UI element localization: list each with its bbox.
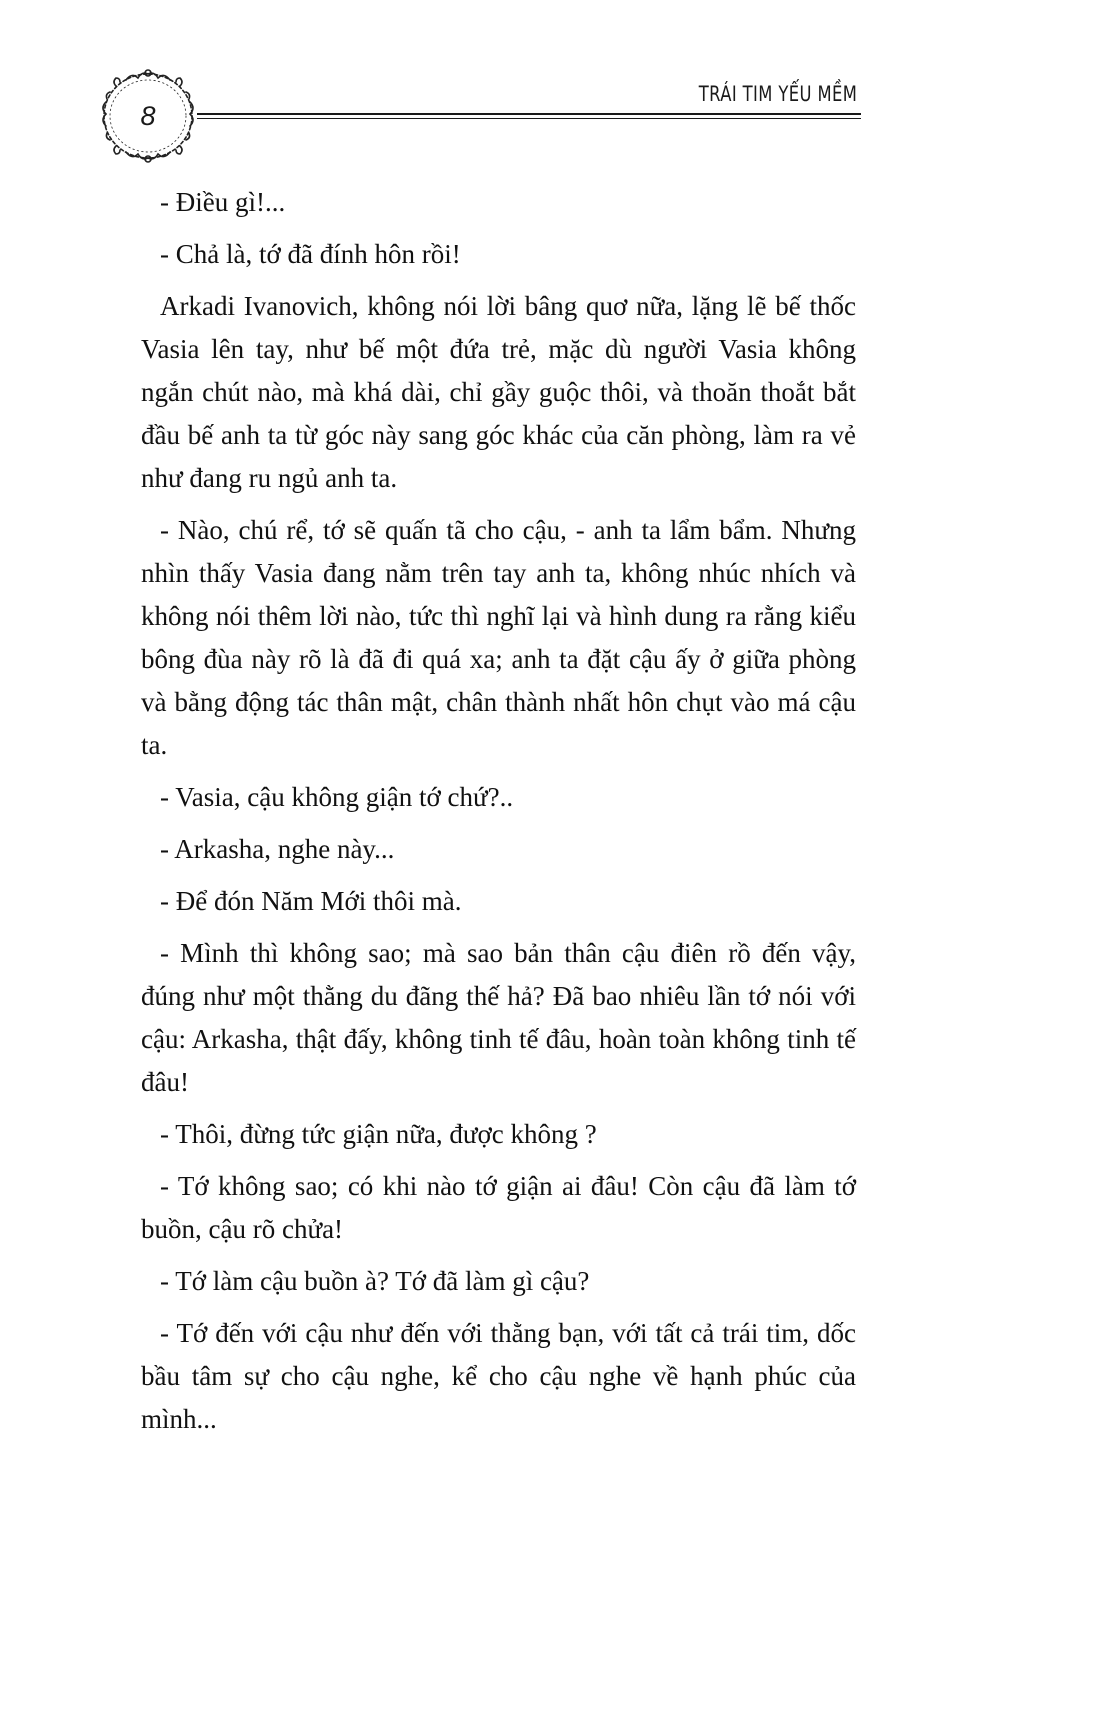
- header-rule: [197, 113, 861, 119]
- page-number: 8: [140, 100, 156, 131]
- paragraph: - Tớ đến với cậu như đến với thằng bạn, với tất cả trái tim, dốc bầu tâm sự cho cậu nghe, kể cho cậu nghe về hạnh phúc của mình...: [141, 1318, 856, 1434]
- paragraph: Arkadi Ivanovich, không nói lời bâng quơ nữa, lặng lẽ bế thốc Vasia lên tay, như bế một đứa trẻ, mặc dù người Vasia không ngắn chút nào, mà khá dài, chỉ gầy guộc thôi, và thoăn thoắt bắt đầu bế anh ta từ góc này sang góc khác của căn phòng, làm ra vẻ như đang ru ngủ anh ta.: [141, 291, 856, 493]
- paragraph: - Arkasha, nghe này...: [160, 834, 395, 864]
- paragraph: - Tớ không sao; có khi nào tớ giận ai đâu! Còn cậu đã làm tớ buồn, cậu rõ chửa!: [141, 1171, 856, 1244]
- paragraph: - Điều gì!...: [160, 187, 286, 217]
- paragraph: - Nào, chú rể, tớ sẽ quấn tã cho cậu, - anh ta lẩm bẩm. Nhưng nhìn thấy Vasia đang nằm trên tay anh ta, không nhúc nhích và không nói thêm lời nào, tức thì nghĩ lại và hình dung ra rằng kiểu bông đùa này rõ là đã đi quá xa; anh ta đặt cậu ấy ở giữa phòng và bằng động tác thân mật, chân thành nhất hôn chụt vào má cậu ta.: [141, 515, 856, 760]
- page-body: [141, 181, 856, 1450]
- paragraph: - Để đón Năm Mới thôi mà.: [160, 886, 462, 916]
- paragraph: - Tớ làm cậu buồn à? Tớ đã làm gì cậu?: [160, 1266, 590, 1296]
- paragraph: - Thôi, đừng tức giận nữa, được không ?: [160, 1119, 597, 1149]
- page-header: [0, 0, 1103, 170]
- paragraph: - Chả là, tớ đã đính hôn rồi!: [160, 239, 461, 269]
- paragraph: - Vasia, cậu không giận tớ chứ?..: [160, 782, 514, 812]
- running-title: TRÁI TIM YẾU MỀM: [698, 82, 857, 106]
- paragraph: - Mình thì không sao; mà sao bản thân cậu điên rồ đến vậy, đúng như một thằng du đãng thế hả? Đã bao nhiêu lần tớ nói với cậu: Arkasha, thật đấy, không tinh tế đâu, hoàn toàn không tinh tế đâu!: [141, 938, 856, 1097]
